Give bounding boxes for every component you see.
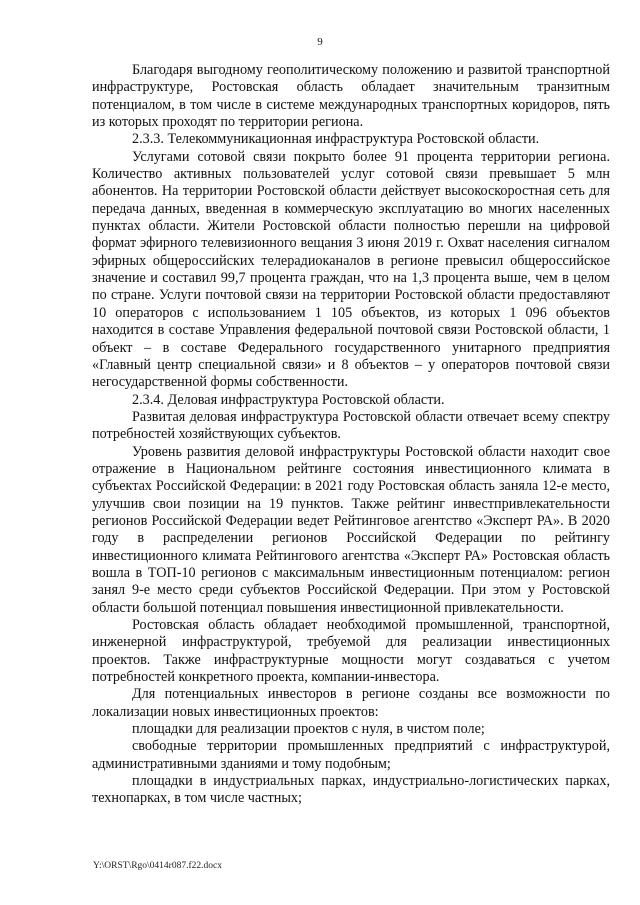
paragraph-investment-rating: Уровень развития деловой инфраструктуры Ростовской области находит свое отражение в Национальном рейтинге состояния инвестиционного климата в субъектах Российской Федерации: в 2021 году Ростовская область заняла 12-е место, улучшив свои позиции на 19 пунктов. Также рейтинг инвестпривлекательности регионов Российской Федерации ведет Рейтинговое агентство «Эксперт РА». В 2020 году в распределении регионов Российской Федерации по рейтингу инвестиционного климата Рейтингового агентства «Эксперт РА» Ростовская область вошла в ТОП-10 регионов с максимальным инвестиционным потенциалом: регион занял 9-е место среди субъектов Российской Федерации. При этом у Ростовской области большой потенциал повышения инвестиционной привлекательности. xyxy=(92,443,610,616)
heading-business-infrastructure: 2.3.4. Деловая инфраструктура Ростовской области. xyxy=(132,391,445,408)
paragraph-telecom: Услугами сотовой связи покрыто более 91 процента территории региона. Количество активных пользователей услуг сотовой связи превышает 5 млн абонентов. На территории Ростовской области действует высокоскоростная сеть для передача данных, введенная в коммерческую эксплуатацию во многих населенных пунктах области. Жители Ростовской области полностью перешли на цифровой формат эфирного телевизионного вещания 3 июня 2019 г. Охват населения сигналом эфирных общероссийских телерадиоканалов в регионе превысил общероссийское значение и составил 99,7 процента граждан, что на 1,3 процента выше, чем в целом по стране. Услуги почтовой связи на территории Ростовской области предоставляют 10 операторов с использованием 1 105 объектов, из которых 1 096 объектов находится в составе Управления федеральной почтовой связи Ростовской области, 1 объект – в составе Федерального государственного унитарного предприятия «Главный центр специальной связи» и 8 объектов – у операторов почтовой связи негосударственной формы собственности. xyxy=(92,148,610,391)
body-text xyxy=(92,62,610,808)
heading-telecom-infrastructure: 2.3.3. Телекоммуникационная инфраструктура Ростовской области. xyxy=(132,131,540,148)
paragraph-business-intro: Развитая деловая инфраструктура Ростовской области отвечает всему спектру потребностей хозяйствующих субъектов. xyxy=(92,408,610,443)
paragraph-transit-potential: Благодаря выгодному геополитическому положению и развитой транспортной инфраструктуре, Ростовская область обладает значительным транзитным потенциалом, в том числе в системе международных транспортных коридоров, пять из которых проходят по территории региона. xyxy=(92,62,610,131)
list-item-industrial-parks: площадки в индустриальных парках, индустриально-логистических парках, технопарках, в том числе частных; xyxy=(92,773,610,807)
footer-file-path: Y:\ORST\Rgo\0414r087.f22.docx xyxy=(93,861,222,871)
page-number: 9 xyxy=(317,36,323,48)
paragraph-investor-opportunities: Для потенциальных инвесторов в регионе созданы все возможности по локализации новых инвестиционных проектов: xyxy=(92,686,610,720)
list-item-greenfield: площадки для реализации проектов с нуля, в чистом поле; xyxy=(132,721,485,738)
list-item-brownfield: свободные территории промышленных предприятий с инфраструктурой, административными зданиями и тому подобным; xyxy=(92,738,610,772)
paragraph-infrastructure-capacity: Ростовская область обладает необходимой промышленной, транспортной, инженерной инфраструктурой, требуемой для реализации инвестиционных проектов. Также инфраструктурные мощности могут создаваться с учетом потребностей конкретного проекта, компании-инвестора. xyxy=(92,617,610,686)
